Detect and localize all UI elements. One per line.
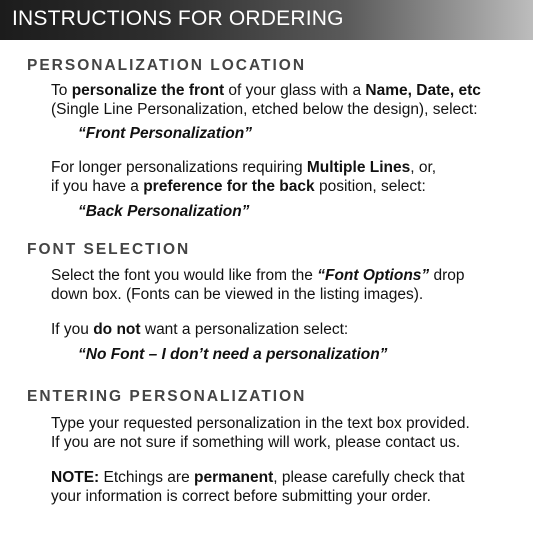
option-no-font: “No Font – I don’t need a personalization” bbox=[78, 346, 388, 363]
emphasis-name-date: Name, Date, etc bbox=[365, 82, 481, 99]
emphasis-multiple-lines: Multiple Lines bbox=[306, 159, 411, 176]
note-label: NOTE: bbox=[51, 469, 100, 486]
header-banner bbox=[0, 0, 533, 40]
back-paragraph-line-2: if you have a preference for the back position, select: bbox=[51, 178, 426, 195]
emphasis-personalize-front: personalize the front bbox=[71, 82, 225, 99]
option-back-personalization: “Back Personalization” bbox=[78, 203, 250, 220]
note-paragraph-line-1: NOTE: Etchings are permanent, please carefully check that bbox=[51, 469, 465, 486]
page-title: INSTRUCTIONS FOR ORDERING bbox=[12, 7, 344, 30]
section-heading-font-selection: FONT SELECTION bbox=[27, 241, 191, 258]
section-heading-entering-personalization: ENTERING PERSONALIZATION bbox=[27, 388, 307, 405]
emphasis-do-not: do not bbox=[93, 321, 141, 338]
section-heading-personalization-location: PERSONALIZATION LOCATION bbox=[27, 57, 307, 74]
emphasis-preference-back: preference for the back bbox=[143, 178, 315, 195]
entering-paragraph-line-1: Type your requested personalization in the text box provided. bbox=[51, 415, 470, 432]
entering-paragraph-line-2: If you are not sure if something will work, please contact us. bbox=[51, 434, 461, 451]
location-paragraph-line-1: To personalize the front of your glass with a Name, Date, etc bbox=[51, 82, 481, 99]
option-front-personalization: “Front Personalization” bbox=[78, 125, 252, 142]
font-paragraph-line-2: down box. (Fonts can be viewed in the listing images). bbox=[51, 286, 424, 303]
note-paragraph-line-2: your information is correct before submitting your order. bbox=[51, 488, 431, 505]
location-paragraph-line-2: (Single Line Personalization, etched below the design), select: bbox=[51, 101, 478, 118]
back-paragraph-line-1: For longer personalizations requiring Multiple Lines, or, bbox=[51, 159, 437, 176]
emphasis-permanent: permanent bbox=[194, 469, 274, 486]
font-paragraph-line-1: Select the font you would like from the “Font Options” drop bbox=[51, 267, 465, 284]
emphasis-font-options: “Font Options” bbox=[317, 267, 430, 284]
no-font-paragraph: If you do not want a personalization select: bbox=[51, 321, 349, 338]
